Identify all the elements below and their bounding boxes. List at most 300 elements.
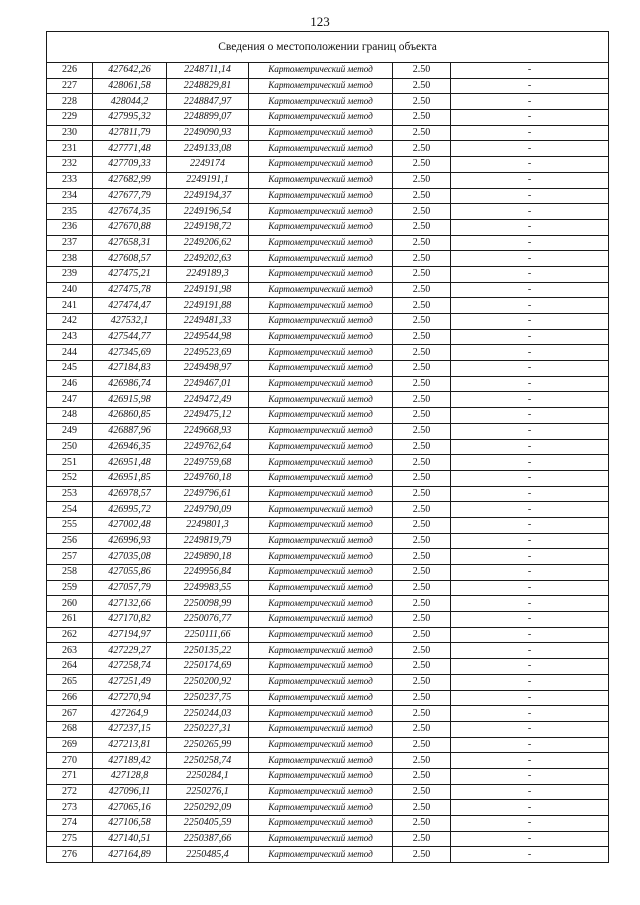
determination-method-cell: Картометрический метод xyxy=(249,439,393,455)
table-row xyxy=(47,580,609,596)
description-cell: - xyxy=(451,580,609,596)
determination-method-cell: Картометрический метод xyxy=(249,706,393,722)
determination-method-cell: Картометрический метод xyxy=(249,345,393,361)
point-number-cell: 229 xyxy=(47,110,93,126)
description-cell: - xyxy=(451,78,609,94)
x-coordinate-cell: 426915,98 xyxy=(93,392,167,408)
determination-method-cell: Картометрический метод xyxy=(249,533,393,549)
point-number-cell: 258 xyxy=(47,565,93,581)
y-coordinate-cell: 2250485,4 xyxy=(167,847,249,863)
point-number-cell: 266 xyxy=(47,690,93,706)
description-cell: - xyxy=(451,361,609,377)
table-row xyxy=(47,392,609,408)
x-coordinate-cell: 426951,85 xyxy=(93,470,167,486)
point-number-cell: 275 xyxy=(47,831,93,847)
accuracy-value-cell: 2.50 xyxy=(393,565,451,581)
point-number-cell: 271 xyxy=(47,768,93,784)
determination-method-cell: Картометрический метод xyxy=(249,627,393,643)
description-cell: - xyxy=(451,157,609,173)
x-coordinate-cell: 426887,96 xyxy=(93,423,167,439)
accuracy-value-cell: 2.50 xyxy=(393,345,451,361)
y-coordinate-cell: 2248847,97 xyxy=(167,94,249,110)
determination-method-cell: Картометрический метод xyxy=(249,188,393,204)
point-number-cell: 257 xyxy=(47,549,93,565)
x-coordinate-cell: 427184,83 xyxy=(93,361,167,377)
description-cell: - xyxy=(451,329,609,345)
determination-method-cell: Картометрический метод xyxy=(249,298,393,314)
determination-method-cell: Картометрический метод xyxy=(249,753,393,769)
y-coordinate-cell: 2250405,59 xyxy=(167,816,249,832)
description-cell: - xyxy=(451,266,609,282)
x-coordinate-cell: 427811,79 xyxy=(93,125,167,141)
determination-method-cell: Картометрический метод xyxy=(249,235,393,251)
point-number-cell: 261 xyxy=(47,612,93,628)
point-number-cell: 243 xyxy=(47,329,93,345)
table-row xyxy=(47,596,609,612)
table-row xyxy=(47,800,609,816)
description-cell: - xyxy=(451,627,609,643)
accuracy-value-cell: 2.50 xyxy=(393,204,451,220)
y-coordinate-cell: 2250200,92 xyxy=(167,674,249,690)
y-coordinate-cell: 2249191,98 xyxy=(167,282,249,298)
page-number: 123 xyxy=(310,14,330,29)
x-coordinate-cell: 427194,97 xyxy=(93,627,167,643)
table-row xyxy=(47,329,609,345)
x-coordinate-cell: 427035,08 xyxy=(93,549,167,565)
y-coordinate-cell: 2249475,12 xyxy=(167,408,249,424)
x-coordinate-cell: 426978,57 xyxy=(93,486,167,502)
accuracy-value-cell: 2.50 xyxy=(393,376,451,392)
table-row xyxy=(47,251,609,267)
accuracy-value-cell: 2.50 xyxy=(393,674,451,690)
point-number-cell: 238 xyxy=(47,251,93,267)
description-cell: - xyxy=(451,345,609,361)
description-cell: - xyxy=(451,172,609,188)
x-coordinate-cell: 427544,77 xyxy=(93,329,167,345)
y-coordinate-cell: 2250076,77 xyxy=(167,612,249,628)
point-number-cell: 235 xyxy=(47,204,93,220)
description-cell: - xyxy=(451,94,609,110)
point-number-cell: 236 xyxy=(47,219,93,235)
x-coordinate-cell: 427213,81 xyxy=(93,737,167,753)
x-coordinate-cell: 426951,48 xyxy=(93,455,167,471)
table-row xyxy=(47,784,609,800)
x-coordinate-cell: 427189,42 xyxy=(93,753,167,769)
accuracy-value-cell: 2.50 xyxy=(393,517,451,533)
y-coordinate-cell: 2249801,3 xyxy=(167,517,249,533)
accuracy-value-cell: 2.50 xyxy=(393,298,451,314)
determination-method-cell: Картометрический метод xyxy=(249,455,393,471)
table-row xyxy=(47,141,609,157)
x-coordinate-cell: 427474,47 xyxy=(93,298,167,314)
point-number-cell: 249 xyxy=(47,423,93,439)
x-coordinate-cell: 426986,74 xyxy=(93,376,167,392)
accuracy-value-cell: 2.50 xyxy=(393,188,451,204)
y-coordinate-cell: 2249090,93 xyxy=(167,125,249,141)
table-row xyxy=(47,235,609,251)
x-coordinate-cell: 427258,74 xyxy=(93,659,167,675)
y-coordinate-cell: 2249544,98 xyxy=(167,329,249,345)
determination-method-cell: Картометрический метод xyxy=(249,737,393,753)
y-coordinate-cell: 2249796,61 xyxy=(167,486,249,502)
description-cell: - xyxy=(451,690,609,706)
determination-method-cell: Картометрический метод xyxy=(249,768,393,784)
accuracy-value-cell: 2.50 xyxy=(393,596,451,612)
table-row xyxy=(47,314,609,330)
y-coordinate-cell: 2250258,74 xyxy=(167,753,249,769)
y-coordinate-cell: 2249191,1 xyxy=(167,172,249,188)
point-number-cell: 263 xyxy=(47,643,93,659)
y-coordinate-cell: 2250237,75 xyxy=(167,690,249,706)
description-cell: - xyxy=(451,408,609,424)
description-cell: - xyxy=(451,470,609,486)
accuracy-value-cell: 2.50 xyxy=(393,361,451,377)
description-cell: - xyxy=(451,439,609,455)
accuracy-value-cell: 2.50 xyxy=(393,643,451,659)
point-number-cell: 241 xyxy=(47,298,93,314)
x-coordinate-cell: 427677,79 xyxy=(93,188,167,204)
y-coordinate-cell: 2250244,03 xyxy=(167,706,249,722)
x-coordinate-cell: 427065,16 xyxy=(93,800,167,816)
accuracy-value-cell: 2.50 xyxy=(393,219,451,235)
table-row xyxy=(47,565,609,581)
x-coordinate-cell: 427057,79 xyxy=(93,580,167,596)
table-row xyxy=(47,627,609,643)
point-number-cell: 228 xyxy=(47,94,93,110)
table-row xyxy=(47,517,609,533)
table-row xyxy=(47,172,609,188)
determination-method-cell: Картометрический метод xyxy=(249,251,393,267)
y-coordinate-cell: 2249133,08 xyxy=(167,141,249,157)
table-row xyxy=(47,345,609,361)
point-number-cell: 250 xyxy=(47,439,93,455)
description-cell: - xyxy=(451,298,609,314)
description-cell: - xyxy=(451,549,609,565)
accuracy-value-cell: 2.50 xyxy=(393,314,451,330)
table-row xyxy=(47,486,609,502)
determination-method-cell: Картометрический метод xyxy=(249,470,393,486)
accuracy-value-cell: 2.50 xyxy=(393,251,451,267)
description-cell: - xyxy=(451,784,609,800)
x-coordinate-cell: 427251,49 xyxy=(93,674,167,690)
accuracy-value-cell: 2.50 xyxy=(393,627,451,643)
point-number-cell: 248 xyxy=(47,408,93,424)
accuracy-value-cell: 2.50 xyxy=(393,470,451,486)
determination-method-cell: Картометрический метод xyxy=(249,831,393,847)
determination-method-cell: Картометрический метод xyxy=(249,392,393,408)
y-coordinate-cell: 2249206,62 xyxy=(167,235,249,251)
determination-method-cell: Картометрический метод xyxy=(249,329,393,345)
accuracy-value-cell: 2.50 xyxy=(393,580,451,596)
y-coordinate-cell: 2249198,72 xyxy=(167,219,249,235)
x-coordinate-cell: 426860,85 xyxy=(93,408,167,424)
table-row xyxy=(47,659,609,675)
determination-method-cell: Картометрический метод xyxy=(249,517,393,533)
table-row xyxy=(47,361,609,377)
determination-method-cell: Картометрический метод xyxy=(249,847,393,863)
x-coordinate-cell: 428044,2 xyxy=(93,94,167,110)
determination-method-cell: Картометрический метод xyxy=(249,502,393,518)
table-row xyxy=(47,110,609,126)
determination-method-cell: Картометрический метод xyxy=(249,423,393,439)
point-number-cell: 268 xyxy=(47,721,93,737)
accuracy-value-cell: 2.50 xyxy=(393,612,451,628)
point-number-cell: 252 xyxy=(47,470,93,486)
description-cell: - xyxy=(451,455,609,471)
determination-method-cell: Картометрический метод xyxy=(249,172,393,188)
point-number-cell: 247 xyxy=(47,392,93,408)
x-coordinate-cell: 427106,58 xyxy=(93,816,167,832)
determination-method-cell: Картометрический метод xyxy=(249,408,393,424)
accuracy-value-cell: 2.50 xyxy=(393,753,451,769)
table-row xyxy=(47,423,609,439)
point-number-cell: 264 xyxy=(47,659,93,675)
y-coordinate-cell: 2249196,54 xyxy=(167,204,249,220)
y-coordinate-cell: 2248899,07 xyxy=(167,110,249,126)
point-number-cell: 260 xyxy=(47,596,93,612)
point-number-cell: 272 xyxy=(47,784,93,800)
determination-method-cell: Картометрический метод xyxy=(249,141,393,157)
determination-method-cell: Картометрический метод xyxy=(249,110,393,126)
accuracy-value-cell: 2.50 xyxy=(393,235,451,251)
accuracy-value-cell: 2.50 xyxy=(393,266,451,282)
table-row xyxy=(47,674,609,690)
description-cell: - xyxy=(451,392,609,408)
table-row xyxy=(47,768,609,784)
accuracy-value-cell: 2.50 xyxy=(393,659,451,675)
y-coordinate-cell: 2249890,18 xyxy=(167,549,249,565)
y-coordinate-cell: 2250292,09 xyxy=(167,800,249,816)
description-cell: - xyxy=(451,674,609,690)
accuracy-value-cell: 2.50 xyxy=(393,141,451,157)
table-row xyxy=(47,63,609,79)
point-number-cell: 242 xyxy=(47,314,93,330)
y-coordinate-cell: 2249762,64 xyxy=(167,439,249,455)
table-row xyxy=(47,690,609,706)
y-coordinate-cell: 2249194,37 xyxy=(167,188,249,204)
determination-method-cell: Картометрический метод xyxy=(249,816,393,832)
description-cell: - xyxy=(451,533,609,549)
x-coordinate-cell: 427096,11 xyxy=(93,784,167,800)
point-number-cell: 226 xyxy=(47,63,93,79)
y-coordinate-cell: 2249481,33 xyxy=(167,314,249,330)
description-cell: - xyxy=(451,219,609,235)
point-number-cell: 240 xyxy=(47,282,93,298)
y-coordinate-cell: 2249760,18 xyxy=(167,470,249,486)
y-coordinate-cell: 2248711,14 xyxy=(167,63,249,79)
y-coordinate-cell: 2250276,1 xyxy=(167,784,249,800)
accuracy-value-cell: 2.50 xyxy=(393,486,451,502)
table-row xyxy=(47,847,609,863)
accuracy-value-cell: 2.50 xyxy=(393,94,451,110)
description-cell: - xyxy=(451,768,609,784)
table-row xyxy=(47,549,609,565)
x-coordinate-cell: 427709,33 xyxy=(93,157,167,173)
y-coordinate-cell: 2249956,84 xyxy=(167,565,249,581)
description-cell: - xyxy=(451,204,609,220)
determination-method-cell: Картометрический метод xyxy=(249,800,393,816)
determination-method-cell: Картометрический метод xyxy=(249,282,393,298)
accuracy-value-cell: 2.50 xyxy=(393,549,451,565)
description-cell: - xyxy=(451,753,609,769)
accuracy-value-cell: 2.50 xyxy=(393,800,451,816)
table-row xyxy=(47,94,609,110)
point-number-cell: 255 xyxy=(47,517,93,533)
x-coordinate-cell: 427642,26 xyxy=(93,63,167,79)
x-coordinate-cell: 427475,78 xyxy=(93,282,167,298)
y-coordinate-cell: 2249819,79 xyxy=(167,533,249,549)
point-number-cell: 245 xyxy=(47,361,93,377)
description-cell: - xyxy=(451,847,609,863)
table-row xyxy=(47,298,609,314)
determination-method-cell: Картометрический метод xyxy=(249,580,393,596)
x-coordinate-cell: 427128,8 xyxy=(93,768,167,784)
y-coordinate-cell: 2249191,88 xyxy=(167,298,249,314)
x-coordinate-cell: 427995,32 xyxy=(93,110,167,126)
accuracy-value-cell: 2.50 xyxy=(393,816,451,832)
determination-method-cell: Картометрический метод xyxy=(249,94,393,110)
description-cell: - xyxy=(451,831,609,847)
y-coordinate-cell: 2249174 xyxy=(167,157,249,173)
table-row xyxy=(47,78,609,94)
description-cell: - xyxy=(451,816,609,832)
table-row xyxy=(47,831,609,847)
accuracy-value-cell: 2.50 xyxy=(393,408,451,424)
point-number-cell: 233 xyxy=(47,172,93,188)
description-cell: - xyxy=(451,706,609,722)
table-row xyxy=(47,204,609,220)
description-cell: - xyxy=(451,314,609,330)
point-number-cell: 254 xyxy=(47,502,93,518)
determination-method-cell: Картометрический метод xyxy=(249,643,393,659)
description-cell: - xyxy=(451,737,609,753)
x-coordinate-cell: 427771,48 xyxy=(93,141,167,157)
determination-method-cell: Картометрический метод xyxy=(249,674,393,690)
determination-method-cell: Картометрический метод xyxy=(249,361,393,377)
point-number-cell: 262 xyxy=(47,627,93,643)
determination-method-cell: Картометрический метод xyxy=(249,690,393,706)
x-coordinate-cell: 426996,93 xyxy=(93,533,167,549)
table-row xyxy=(47,125,609,141)
y-coordinate-cell: 2250111,66 xyxy=(167,627,249,643)
table-row xyxy=(47,816,609,832)
accuracy-value-cell: 2.50 xyxy=(393,721,451,737)
determination-method-cell: Картометрический метод xyxy=(249,63,393,79)
point-number-cell: 267 xyxy=(47,706,93,722)
determination-method-cell: Картометрический метод xyxy=(249,125,393,141)
y-coordinate-cell: 2250227,31 xyxy=(167,721,249,737)
accuracy-value-cell: 2.50 xyxy=(393,768,451,784)
point-number-cell: 244 xyxy=(47,345,93,361)
accuracy-value-cell: 2.50 xyxy=(393,125,451,141)
x-coordinate-cell: 427608,57 xyxy=(93,251,167,267)
x-coordinate-cell: 428061,58 xyxy=(93,78,167,94)
determination-method-cell: Картометрический метод xyxy=(249,204,393,220)
table-row xyxy=(47,753,609,769)
description-cell: - xyxy=(451,141,609,157)
determination-method-cell: Картометрический метод xyxy=(249,314,393,330)
y-coordinate-cell: 2250135,22 xyxy=(167,643,249,659)
determination-method-cell: Картометрический метод xyxy=(249,721,393,737)
description-cell: - xyxy=(451,251,609,267)
table-row xyxy=(47,439,609,455)
y-coordinate-cell: 2249759,68 xyxy=(167,455,249,471)
x-coordinate-cell: 427140,51 xyxy=(93,831,167,847)
point-number-cell: 265 xyxy=(47,674,93,690)
accuracy-value-cell: 2.50 xyxy=(393,784,451,800)
determination-method-cell: Картометрический метод xyxy=(249,219,393,235)
description-cell: - xyxy=(451,565,609,581)
boundary-coordinates-table xyxy=(46,31,609,863)
x-coordinate-cell: 427670,88 xyxy=(93,219,167,235)
determination-method-cell: Картометрический метод xyxy=(249,78,393,94)
description-cell: - xyxy=(451,423,609,439)
y-coordinate-cell: 2249189,3 xyxy=(167,266,249,282)
y-coordinate-cell: 2249202,63 xyxy=(167,251,249,267)
table-row xyxy=(47,282,609,298)
determination-method-cell: Картометрический метод xyxy=(249,376,393,392)
accuracy-value-cell: 2.50 xyxy=(393,737,451,753)
table-row xyxy=(47,737,609,753)
point-number-cell: 227 xyxy=(47,78,93,94)
x-coordinate-cell: 427674,35 xyxy=(93,204,167,220)
x-coordinate-cell: 427170,82 xyxy=(93,612,167,628)
determination-method-cell: Картометрический метод xyxy=(249,596,393,612)
y-coordinate-cell: 2249523,69 xyxy=(167,345,249,361)
x-coordinate-cell: 427229,27 xyxy=(93,643,167,659)
accuracy-value-cell: 2.50 xyxy=(393,392,451,408)
x-coordinate-cell: 427055,86 xyxy=(93,565,167,581)
accuracy-value-cell: 2.50 xyxy=(393,63,451,79)
point-number-cell: 274 xyxy=(47,816,93,832)
description-cell: - xyxy=(451,721,609,737)
accuracy-value-cell: 2.50 xyxy=(393,282,451,298)
y-coordinate-cell: 2248829,81 xyxy=(167,78,249,94)
y-coordinate-cell: 2250098,99 xyxy=(167,596,249,612)
accuracy-value-cell: 2.50 xyxy=(393,847,451,863)
description-cell: - xyxy=(451,486,609,502)
determination-method-cell: Картометрический метод xyxy=(249,784,393,800)
point-number-cell: 256 xyxy=(47,533,93,549)
accuracy-value-cell: 2.50 xyxy=(393,831,451,847)
point-number-cell: 253 xyxy=(47,486,93,502)
point-number-cell: 259 xyxy=(47,580,93,596)
y-coordinate-cell: 2250265,99 xyxy=(167,737,249,753)
x-coordinate-cell: 427270,94 xyxy=(93,690,167,706)
y-coordinate-cell: 2249790,09 xyxy=(167,502,249,518)
point-number-cell: 232 xyxy=(47,157,93,173)
point-number-cell: 269 xyxy=(47,737,93,753)
description-cell: - xyxy=(451,502,609,518)
x-coordinate-cell: 427532,1 xyxy=(93,314,167,330)
description-cell: - xyxy=(451,235,609,251)
accuracy-value-cell: 2.50 xyxy=(393,439,451,455)
point-number-cell: 273 xyxy=(47,800,93,816)
x-coordinate-cell: 427002,48 xyxy=(93,517,167,533)
table-row xyxy=(47,219,609,235)
accuracy-value-cell: 2.50 xyxy=(393,455,451,471)
point-number-cell: 230 xyxy=(47,125,93,141)
x-coordinate-cell: 427164,89 xyxy=(93,847,167,863)
accuracy-value-cell: 2.50 xyxy=(393,706,451,722)
table-row xyxy=(47,706,609,722)
table-row xyxy=(47,188,609,204)
x-coordinate-cell: 427345,69 xyxy=(93,345,167,361)
x-coordinate-cell: 427264,9 xyxy=(93,706,167,722)
accuracy-value-cell: 2.50 xyxy=(393,690,451,706)
description-cell: - xyxy=(451,612,609,628)
table-row xyxy=(47,266,609,282)
